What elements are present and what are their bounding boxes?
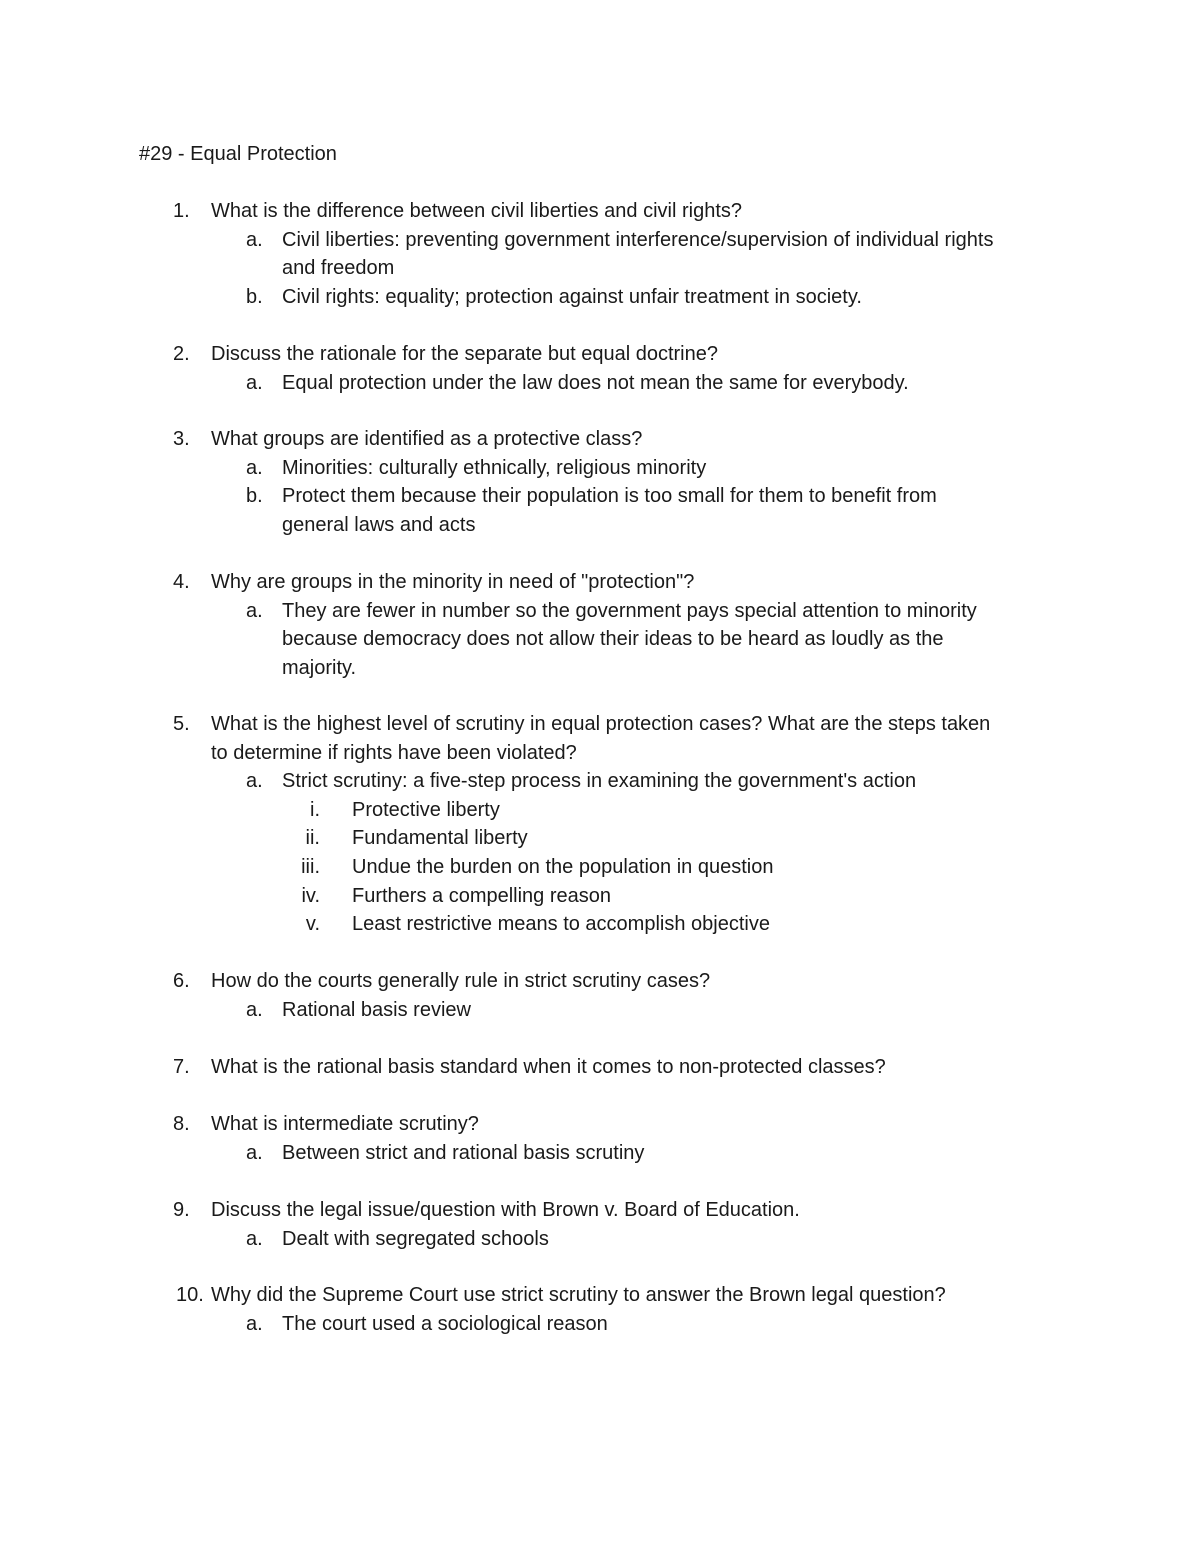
- answer-label: a.: [246, 371, 263, 394]
- question-text: What is the highest level of scrutiny in equal protection cases? What are the steps taken: [211, 713, 991, 735]
- question-6: [0, 967, 1200, 1024]
- question-text: How do the courts generally rule in strict scrutiny cases?: [211, 970, 711, 992]
- answer-text: Strict scrutiny: a five-step process in examining the government's action: [282, 770, 917, 793]
- answer-label: a.: [246, 998, 263, 1021]
- question-text: Discuss the legal issue/question with Brown v. Board of Education.: [211, 1199, 800, 1221]
- answer-label: a.: [246, 770, 263, 793]
- question-10: [0, 1281, 1200, 1338]
- answer-label: a.: [246, 1141, 263, 1164]
- question-7: [0, 1053, 1200, 1082]
- question-text: Why did the Supreme Court use strict scrutiny to answer the Brown legal question?: [211, 1284, 946, 1306]
- answer-label: a.: [246, 599, 263, 622]
- question-text: What is the rational basis standard when it comes to non-protected classes?: [211, 1056, 886, 1078]
- answer-label: a.: [246, 456, 263, 479]
- question-8: [0, 1110, 1200, 1167]
- sub-item-label: v.: [305, 913, 320, 936]
- answer-text: The court used a sociological reason: [282, 1312, 608, 1335]
- answer-text-continued: and freedom: [282, 257, 395, 280]
- sub-item-text: Least restrictive means to accomplish objective: [352, 913, 770, 936]
- answer-text: Civil liberties: preventing government interference/supervision of individual rights: [282, 228, 994, 251]
- answer-text-continued: majority.: [282, 656, 357, 679]
- answer-label: b.: [246, 285, 263, 308]
- sub-item-text: Furthers a compelling reason: [352, 884, 612, 907]
- question-text: What is the difference between civil liberties and civil rights?: [211, 200, 742, 222]
- answer-text: Civil rights: equality; protection against unfair treatment in society.: [282, 285, 862, 308]
- question-text: What is intermediate scrutiny?: [211, 1113, 479, 1135]
- sub-item-text: Undue the burden on the population in question: [352, 855, 774, 878]
- question-number: 2.: [173, 343, 190, 365]
- question-5: [0, 710, 1200, 939]
- sub-item-label: i.: [310, 798, 320, 821]
- answer-text-continued: because democracy does not allow their ideas to be heard as loudly as the: [282, 628, 944, 651]
- question-number: 6.: [173, 970, 190, 992]
- question-number: 4.: [173, 571, 190, 593]
- question-9: [0, 1196, 1200, 1253]
- answer-text: Rational basis review: [282, 998, 471, 1021]
- question-1: [0, 197, 1200, 311]
- answer-label: a.: [246, 228, 263, 251]
- sub-item-label: iii.: [301, 855, 320, 878]
- sub-item-text: Fundamental liberty: [352, 827, 528, 850]
- sub-item-label: ii.: [305, 827, 320, 850]
- question-number: 3.: [173, 428, 190, 450]
- question-4: [0, 568, 1200, 682]
- question-number: 10.: [176, 1284, 204, 1306]
- answer-label: a.: [246, 1312, 263, 1335]
- question-3: [0, 425, 1200, 539]
- question-text-continued: to determine if rights have been violated?: [211, 741, 577, 764]
- answer-text: Minorities: culturally ethnically, religious minority: [282, 456, 707, 479]
- answer-text: Protect them because their population is too small for them to benefit from: [282, 485, 937, 508]
- answer-text: Between strict and rational basis scrutiny: [282, 1141, 645, 1164]
- question-text: Why are groups in the minority in need of "protection"?: [211, 571, 695, 593]
- question-text: Discuss the rationale for the separate but equal doctrine?: [211, 343, 718, 365]
- question-text: What groups are identified as a protective class?: [211, 428, 643, 450]
- question-number: 1.: [173, 200, 190, 222]
- answer-text: They are fewer in number so the government pays special attention to minority: [282, 599, 977, 622]
- question-number: 8.: [173, 1113, 190, 1135]
- answer-label: b.: [246, 485, 263, 508]
- question-number: 9.: [173, 1199, 190, 1221]
- answer-text-continued: general laws and acts: [282, 513, 476, 536]
- question-2: [0, 340, 1200, 397]
- question-number: 7.: [173, 1056, 190, 1078]
- question-number: 5.: [173, 713, 190, 735]
- sub-item-text: Protective liberty: [352, 798, 500, 821]
- document-title: #29 - Equal Protection: [139, 143, 337, 165]
- sub-item-label: iv.: [301, 884, 320, 907]
- answer-text: Dealt with segregated schools: [282, 1227, 549, 1250]
- answer-text: Equal protection under the law does not mean the same for everybody.: [282, 371, 909, 394]
- answer-label: a.: [246, 1227, 263, 1250]
